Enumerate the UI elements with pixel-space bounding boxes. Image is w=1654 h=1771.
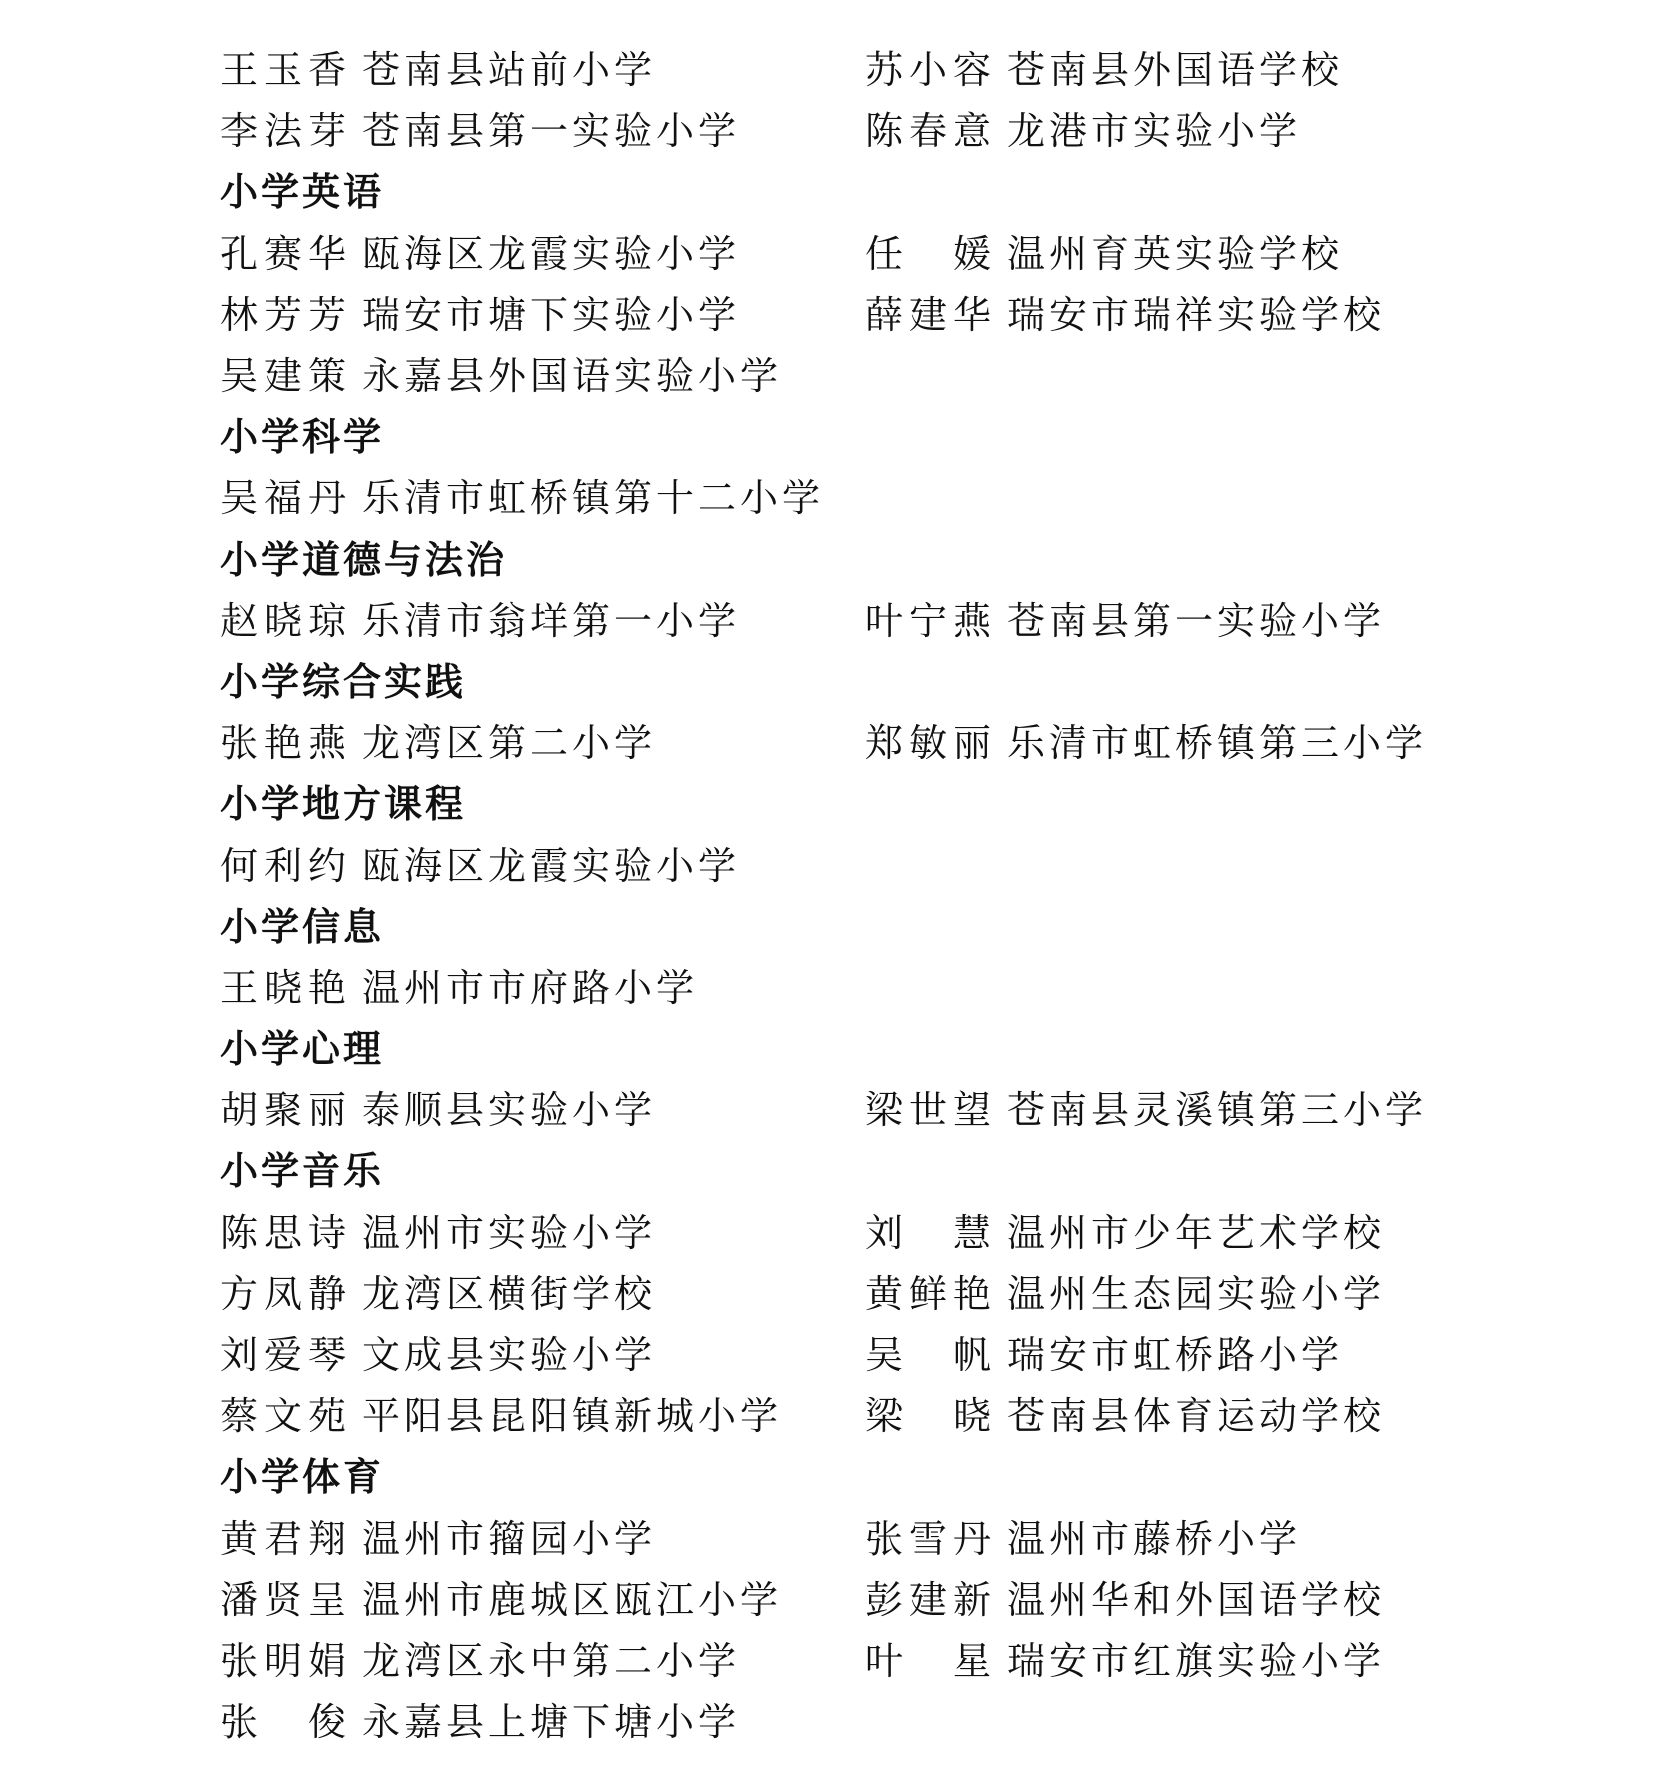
teacher-entry-right [865, 1202, 1510, 1257]
teacher-row [220, 1076, 1520, 1137]
teacher-name: 任 媛 [865, 231, 995, 276]
teacher-name: 方凤静 [220, 1271, 350, 1316]
teacher-row [220, 954, 1520, 1015]
section-heading: 小学科学 [220, 415, 385, 460]
teacher-entry-left [220, 1202, 865, 1257]
teacher-name: 刘 慧 [865, 1210, 995, 1255]
school-name: 瑞安市虹桥路小学 [1007, 1333, 1344, 1378]
teacher-name: 李法芽 [220, 109, 350, 154]
teacher-name: 吴福丹 [220, 476, 350, 521]
teacher-row [220, 1321, 1520, 1382]
school-name: 乐清市翁垟第一小学 [362, 598, 741, 643]
teacher-entry-left [220, 712, 865, 767]
teacher-row [220, 1688, 1520, 1749]
teacher-row [220, 1505, 1520, 1566]
teacher-name: 陈思诗 [220, 1210, 350, 1255]
teacher-entry-right [865, 1263, 1510, 1318]
document-body [220, 36, 1520, 1749]
teacher-name: 赵晓琼 [220, 598, 350, 643]
teacher-name: 刘爱琴 [220, 1333, 350, 1378]
teacher-name: 张明娟 [220, 1638, 350, 1683]
school-name: 温州育英实验学校 [1007, 231, 1344, 276]
school-name: 苍南县第一实验小学 [1007, 598, 1386, 643]
teacher-entry-right [865, 590, 1510, 645]
teacher-name: 彭建新 [865, 1577, 995, 1622]
teacher-row [220, 587, 1520, 648]
school-name: 温州市实验小学 [362, 1210, 657, 1255]
teacher-name: 苏小容 [865, 48, 995, 93]
teacher-row [220, 464, 1520, 525]
section-heading: 小学信息 [220, 904, 385, 949]
teacher-entry-left [220, 1079, 865, 1134]
teacher-row [220, 36, 1520, 97]
teacher-entry-right [865, 712, 1510, 767]
teacher-entry-right [865, 1508, 1510, 1563]
school-name: 永嘉县上塘下塘小学 [362, 1700, 741, 1745]
teacher-name: 吴 帆 [865, 1333, 995, 1378]
teacher-name: 梁世望 [865, 1088, 995, 1133]
teacher-entry-left [220, 223, 865, 278]
teacher-name: 黄君翔 [220, 1516, 350, 1561]
teacher-name: 梁 晓 [865, 1394, 995, 1439]
school-name: 平阳县昆阳镇新城小学 [362, 1394, 783, 1439]
school-name: 苍南县体育运动学校 [1007, 1394, 1386, 1439]
school-name: 乐清市虹桥镇第三小学 [1007, 721, 1428, 766]
teacher-row [220, 220, 1520, 281]
teacher-row [220, 1382, 1520, 1443]
school-name: 乐清市虹桥镇第十二小学 [362, 476, 825, 521]
school-name: 瑞安市塘下实验小学 [362, 292, 741, 337]
teacher-row [220, 1566, 1520, 1627]
teacher-name: 张雪丹 [865, 1516, 995, 1561]
section-heading: 小学地方课程 [220, 782, 467, 827]
school-name: 文成县实验小学 [362, 1333, 657, 1378]
school-name: 苍南县第一实验小学 [362, 109, 741, 154]
teacher-name: 蔡文苑 [220, 1394, 350, 1439]
teacher-entry-right [865, 1385, 1510, 1440]
teacher-entry-right [865, 1324, 1510, 1379]
teacher-name: 叶宁燕 [865, 598, 995, 643]
section-heading: 小学英语 [220, 170, 385, 215]
teacher-name: 叶 星 [865, 1638, 995, 1683]
teacher-row [220, 1260, 1520, 1321]
teacher-entry-left [220, 1385, 865, 1440]
teacher-entry-right [865, 284, 1510, 339]
teacher-row [220, 97, 1520, 158]
school-name: 瓯海区龙霞实验小学 [362, 231, 741, 276]
school-name: 温州市籀园小学 [362, 1516, 657, 1561]
teacher-entry-left [220, 835, 865, 890]
school-name: 温州生态园实验小学 [1007, 1271, 1386, 1316]
teacher-name: 林芳芳 [220, 292, 350, 337]
teacher-name: 孔赛华 [220, 231, 350, 276]
teacher-entry-left [220, 284, 865, 339]
teacher-name: 薛建华 [865, 292, 995, 337]
teacher-entry-left [220, 1508, 865, 1563]
school-name: 温州市少年艺术学校 [1007, 1210, 1386, 1255]
teacher-entry-left [220, 345, 865, 400]
school-name: 温州市市府路小学 [362, 965, 699, 1010]
teacher-name: 胡聚丽 [220, 1088, 350, 1133]
school-name: 龙湾区永中第二小学 [362, 1638, 741, 1683]
school-name: 永嘉县外国语实验小学 [362, 354, 783, 399]
teacher-entry-right [865, 39, 1510, 94]
school-name: 龙港市实验小学 [1007, 109, 1302, 154]
section-heading: 小学音乐 [220, 1149, 385, 1194]
teacher-row [220, 342, 1520, 403]
school-name: 瓯海区龙霞实验小学 [362, 843, 741, 888]
school-name: 瑞安市红旗实验小学 [1007, 1638, 1386, 1683]
school-name: 苍南县灵溪镇第三小学 [1007, 1088, 1428, 1133]
teacher-entry-left [220, 100, 865, 155]
teacher-entry-left [220, 957, 865, 1012]
section-heading: 小学道德与法治 [220, 537, 508, 582]
teacher-entry-left [220, 1263, 865, 1318]
teacher-name: 张艳燕 [220, 721, 350, 766]
teacher-entry-left [220, 1630, 865, 1685]
teacher-entry-left [220, 39, 865, 94]
teacher-entry-right [865, 1569, 1510, 1624]
teacher-entry-left [220, 590, 865, 645]
teacher-row [220, 281, 1520, 342]
teacher-name: 郑敏丽 [865, 721, 995, 766]
teacher-name: 潘贤呈 [220, 1577, 350, 1622]
teacher-entry-left [220, 1324, 865, 1379]
school-name: 温州市鹿城区瓯江小学 [362, 1577, 783, 1622]
school-name: 苍南县外国语学校 [1007, 48, 1344, 93]
teacher-name: 王晓艳 [220, 965, 350, 1010]
teacher-name: 张 俊 [220, 1700, 350, 1745]
teacher-row [220, 709, 1520, 770]
school-name: 泰顺县实验小学 [362, 1088, 657, 1133]
teacher-name: 黄鲜艳 [865, 1271, 995, 1316]
school-name: 瑞安市瑞祥实验学校 [1007, 292, 1386, 337]
teacher-name: 陈春意 [865, 109, 995, 154]
school-name: 温州华和外国语学校 [1007, 1577, 1386, 1622]
teacher-name: 何利约 [220, 843, 350, 888]
teacher-entry-left [220, 467, 865, 522]
school-name: 龙湾区横街学校 [362, 1271, 657, 1316]
section-heading: 小学综合实践 [220, 659, 467, 704]
teacher-entry-right [865, 223, 1510, 278]
teacher-entry-left [220, 1691, 865, 1746]
section-heading: 小学心理 [220, 1027, 385, 1072]
school-name: 温州市藤桥小学 [1007, 1516, 1302, 1561]
school-name: 龙湾区第二小学 [362, 721, 657, 766]
section-heading: 小学体育 [220, 1455, 385, 1500]
teacher-entry-right [865, 100, 1510, 155]
teacher-row [220, 1627, 1520, 1688]
teacher-entry-right [865, 1079, 1510, 1134]
teacher-entry-left [220, 1569, 865, 1624]
teacher-row [220, 831, 1520, 892]
teacher-row [220, 1199, 1520, 1260]
teacher-name: 王玉香 [220, 48, 350, 93]
school-name: 苍南县站前小学 [362, 48, 657, 93]
teacher-name: 吴建策 [220, 354, 350, 399]
teacher-entry-right [865, 1630, 1510, 1685]
